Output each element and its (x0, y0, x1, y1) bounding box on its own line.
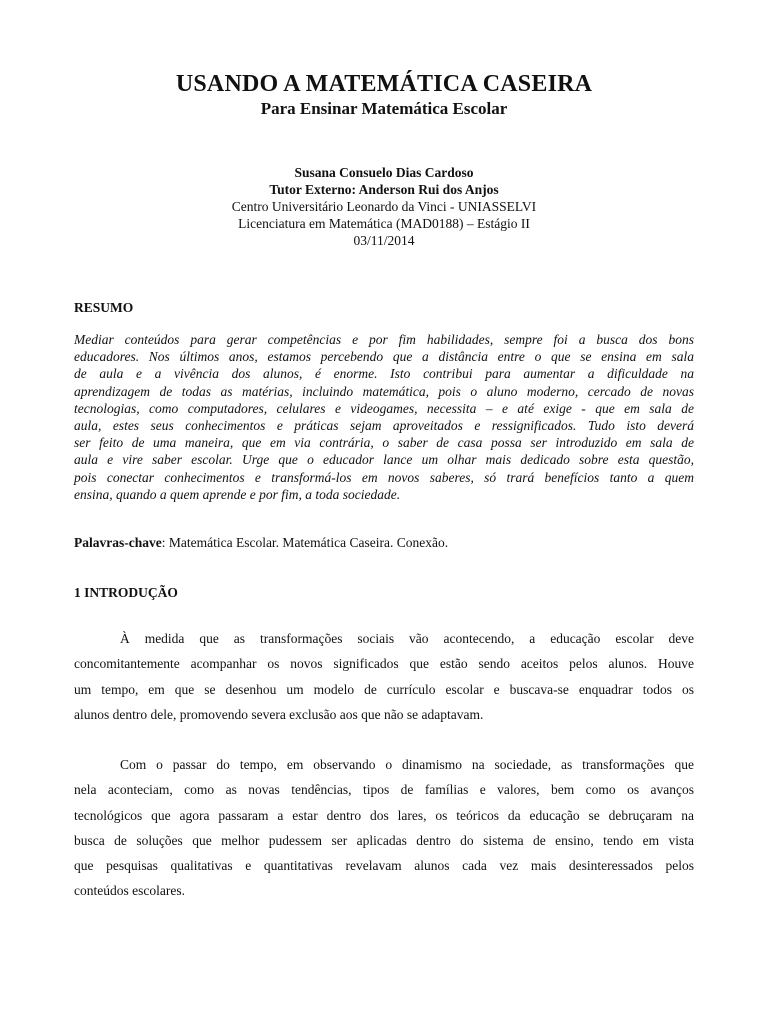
institution-name: Centro Universitário Leonardo da Vinci - UNIASSELVI (231, 199, 537, 214)
introduction-paragraph-1 (74, 626, 694, 727)
paragraph-line: um tempo, em que se desenhou um modelo de currículo escolar e buscava-se enquadrar todos os (74, 681, 694, 697)
author-block (74, 164, 694, 249)
paragraph-line: nela aconteciam, como as novas tendências, tipos de famílias e valores, bem como os avanços (74, 782, 694, 798)
paragraph-line: busca de soluções que melhor pudessem ser aplicadas dentro do sistema de ensino, tendo em vista (74, 832, 694, 848)
paragraph-line: conteúdos escolares. (74, 883, 185, 899)
abstract-line: aula, estes seus conhecimentos e práticas sejam aproveitados e ressignificados. Tudo isto deverá (74, 418, 694, 434)
abstract-line: pois conectar conhecimentos e transformá-los em novos saberes, só trará benefícios tanto a quem (74, 469, 694, 485)
abstract-line: ensina, quando a quem aprende e por fim, a toda sociedade. (74, 486, 401, 502)
paragraph-line: Com o passar do tempo, em observando o dinamismo na sociedade, as transformações que (120, 757, 694, 772)
abstract-line: aula e vire saber escolar. Urge que o educador lance um olhar mais dedicado sobre esta questão, (74, 452, 694, 468)
paragraph-line: alunos dentro dele, promovendo severa exclusão aos que não se adaptavam. (74, 706, 484, 722)
abstract-line: de aula e a vivência dos alunos, é enorme. Isto contribui para aumentar a dificuldade na (74, 366, 694, 382)
paragraph-line: tecnológicos que agora passaram a estar dentro dos lares, os teóricos da educação se debruçaram na (74, 807, 694, 823)
document-subtitle: Para Ensinar Matemática Escolar (260, 99, 508, 118)
paragraph-line: À medida que as transformações sociais vão acontecendo, a educação escolar deve (120, 631, 694, 646)
abstract-line: educadores. Nos últimos anos, estamos percebendo que a distância entre o que se ensina em sala (74, 349, 694, 365)
keywords-line (74, 534, 448, 551)
paragraph-line: concomitantemente acompanhar os novos significados que estão sendo aceitos pelos alunos. Houve (74, 656, 694, 672)
keywords-label: Palavras-chave (74, 535, 162, 550)
course-name: Licenciatura em Matemática (MAD0188) – Estágio II (238, 216, 530, 231)
tutor-name: Tutor Externo: Anderson Rui dos Anjos (269, 182, 499, 197)
keywords-text: : Matemática Escolar. Matemática Caseira. Conexão. (161, 535, 449, 550)
abstract-line: tecnologias, como computadores, celulares e videogames, necessita – e até exige - que em sala de (74, 400, 694, 416)
abstract-text (74, 331, 694, 503)
document-date: 03/11/2014 (353, 233, 415, 248)
abstract-line: aprendizagem de todas as matérias, incluindo matemática, pois o aluno moderno, cercado de novas (74, 383, 694, 399)
introduction-heading: 1 INTRODUÇÃO (74, 585, 178, 600)
abstract-line: ser feito de uma maneira, que em via contrária, o saber de casa possa ser introduzido em sala de (74, 435, 694, 451)
paragraph-line: que pesquisas qualitativas e quantitativas revelavam alunos cada vez mais desinteressados pelos (74, 858, 694, 874)
author-name: Susana Consuelo Dias Cardoso (294, 165, 474, 180)
abstract-heading: RESUMO (74, 300, 134, 315)
document-title: USANDO A MATEMÁTICA CASEIRA (175, 71, 593, 97)
abstract-line: Mediar conteúdos para gerar competências e por fim habilidades, sempre foi a busca dos bons (74, 332, 694, 347)
introduction-paragraph-2 (74, 752, 694, 904)
